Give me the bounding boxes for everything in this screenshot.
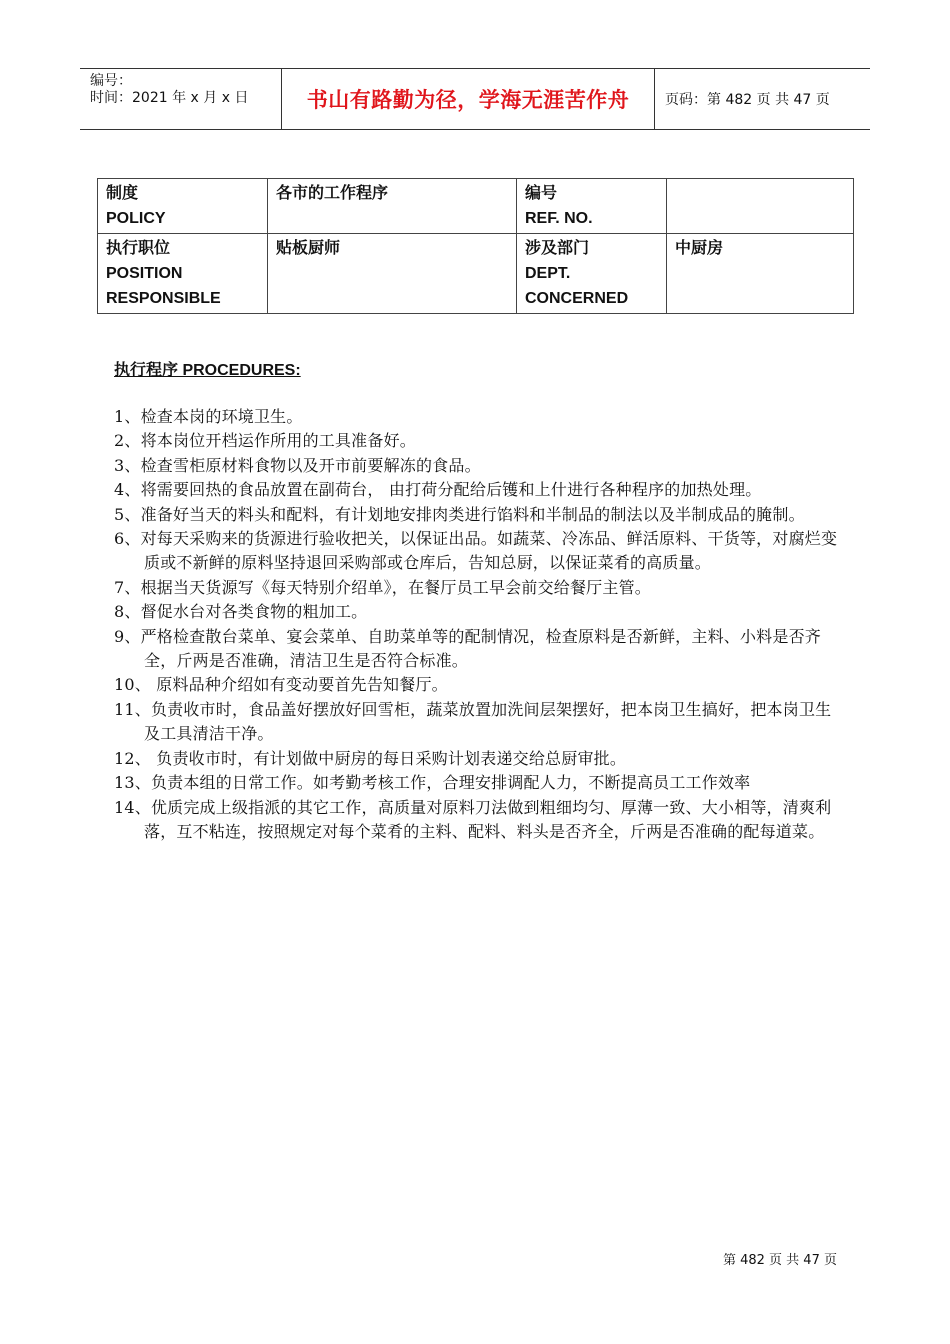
procedures-list [114, 405, 844, 844]
procedure-item: 14、优质完成上级指派的其它工作，高质量对原料刀法做到粗细均匀、厚薄一致、大小相等，清爽利落，互不粘连，按照规定对每个菜肴的主料、配料、料头是否齐全，斤两是否准确的配每道菜。 [114, 797, 832, 841]
position-label-en1: POSITION [106, 265, 183, 282]
ref-value-cell [667, 179, 854, 234]
dept-label-en1: DEPT. [525, 265, 571, 282]
procedure-item: 5、准备好当天的料头和配料，有计划地安排肉类进行馅料和半制品的制法以及半制成品的腌制。 [114, 504, 805, 524]
procedure-item: 2、将本岗位开档运作所用的工具准备好。 [114, 431, 416, 451]
header-meta [80, 69, 282, 129]
policy-info-table [97, 178, 854, 314]
header-motto: 书山有路勤为径，学海无涯苦作舟 [282, 69, 655, 129]
procedure-item: 13、负责本组的日常工作。如考勤考核工作，合理安排调配人力，不断提高员工工作效率 [114, 773, 751, 793]
procedure-item: 9、严格检查散台菜单、宴会菜单、自助菜单等的配制情况，检查原料是否新鲜，主料、小料是否齐全，斤两是否准确，清洁卫生是否符合标准。 [114, 626, 821, 671]
procedure-item: 6、对每天采购来的货源进行验收把关，以保证出品。如蔬菜、冷冻品、鲜活原料、干货等，对腐烂变质或不新鲜的原料坚持退回采购部或仓库后，告知总厨，以保证菜肴的高质量。 [114, 529, 838, 573]
dept-label-cn: 涉及部门 [525, 240, 590, 257]
policy-label-cn: 制度 [106, 185, 139, 202]
number-label: 编号： [90, 73, 132, 89]
procedures-title: 执行程序 PROCEDURES: [114, 362, 301, 379]
policy-label-en: POLICY [106, 210, 166, 227]
dept-value-cell: 中厨房 [667, 234, 854, 314]
page-header [80, 68, 870, 130]
procedure-item: 3、检查雪柜原材料食物以及开市前要解冻的食品。 [114, 455, 481, 475]
position-label-cn: 执行职位 [106, 240, 171, 257]
procedure-item: 10、 原料品种介绍如有变动要首先告知餐厅。 [114, 675, 448, 695]
procedure-item: 1、检查本岗的环境卫生。 [114, 407, 303, 426]
procedure-item: 4、将需要回热的食品放置在副荷台， 由打荷分配给后镬和上什进行各种程序的加热处理。 [114, 480, 762, 500]
policy-label-cell [98, 179, 268, 234]
dept-label-en2: CONCERNED [525, 290, 629, 307]
procedure-item: 11、负责收市时，食品盖好摆放好回雪柜，蔬菜放置加洗间层架摆好，把本岗卫生搞好，把本岗卫生及工具清洁干净。 [114, 699, 832, 744]
dept-label-cell [517, 234, 667, 314]
ref-label-cell [517, 179, 667, 234]
policy-value-cell: 各市的工作程序 [268, 179, 517, 234]
ref-label-en: REF. NO. [525, 210, 593, 227]
header-page-info: 页码：第 482 页 共 47 页 [665, 92, 830, 108]
procedure-item: 12、 负责收市时，有计划做中厨房的每日采购计划表递交给总厨审批。 [114, 748, 627, 768]
position-value-cell: 贴板厨师 [268, 234, 517, 314]
time-text: 时间：2021 年 x 月 x 日 [90, 90, 249, 106]
footer-page-info: 第 482 页 共 47 页 [722, 1253, 837, 1268]
position-label-cell [98, 234, 268, 314]
procedure-item: 8、督促水台对各类食物的粗加工。 [114, 602, 368, 622]
position-label-en2: RESPONSIBLE [106, 290, 221, 307]
ref-label-cn: 编号 [525, 185, 558, 202]
procedure-item: 7、根据当天货源写《每天特别介绍单》，在餐厅员工早会前交给餐厅主管。 [114, 577, 651, 597]
